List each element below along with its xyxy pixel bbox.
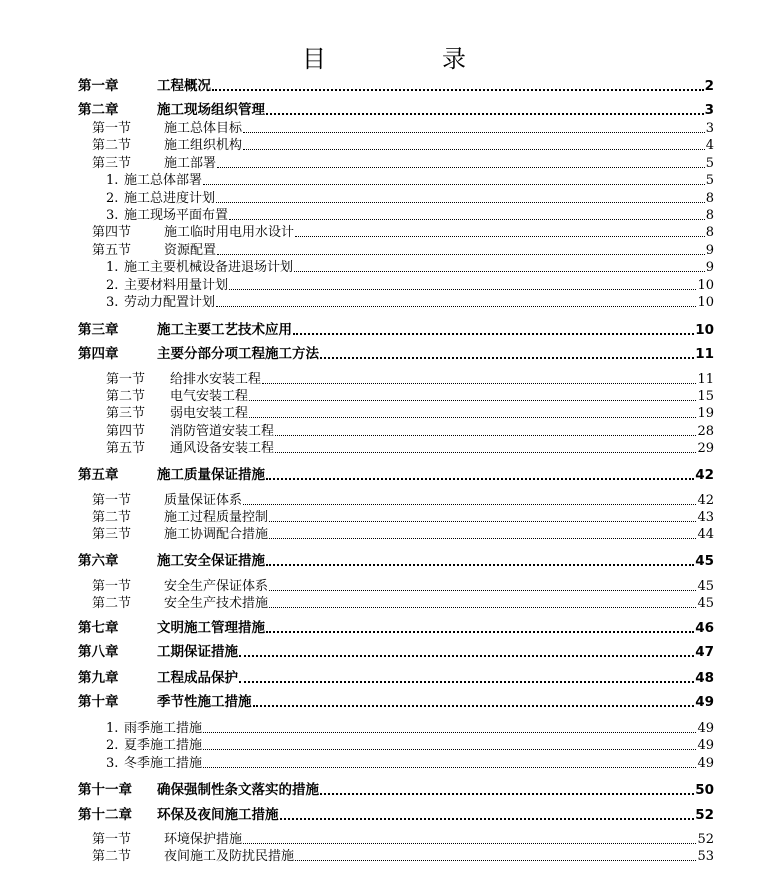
toc-entry-number: 3. bbox=[106, 208, 119, 223]
toc-leader-dots bbox=[275, 431, 696, 436]
toc-entry-page: 52 bbox=[697, 832, 714, 847]
toc-entry-page: 45 bbox=[697, 596, 714, 611]
toc-entry-name: 工程概况 bbox=[157, 78, 211, 94]
toc-entry-chapter[interactable] bbox=[78, 643, 714, 661]
toc-entry-section[interactable] bbox=[92, 849, 714, 865]
toc-entry-number: 第十章 bbox=[78, 694, 119, 710]
toc-entry-name: 消防管道安装工程 bbox=[170, 424, 275, 439]
toc-leader-dots bbox=[266, 560, 694, 566]
toc-entry-number: 2. bbox=[106, 191, 119, 206]
toc-entry-number: 第二节 bbox=[92, 138, 132, 153]
toc-leader-dots bbox=[243, 500, 696, 505]
toc-entry-number: 第二章 bbox=[78, 102, 119, 118]
toc-entry-section[interactable] bbox=[92, 156, 714, 172]
toc-entry-page: 52 bbox=[695, 807, 714, 823]
toc-entry-name: 劳动力配置计划 bbox=[124, 295, 216, 310]
toc-entry-page: 42 bbox=[697, 493, 714, 508]
toc-entry-number: 第二节 bbox=[92, 849, 132, 864]
toc-leader-dots bbox=[216, 198, 705, 203]
toc-entry-name: 主要材料用量计划 bbox=[124, 278, 229, 293]
toc-entry-name: 文明施工管理措施 bbox=[157, 620, 265, 636]
toc-entry-section[interactable] bbox=[92, 243, 714, 259]
toc-entry-item[interactable] bbox=[106, 191, 714, 207]
toc-entry-number: 2. bbox=[106, 278, 119, 293]
toc-entry-section2[interactable] bbox=[106, 424, 714, 440]
toc-leader-dots bbox=[216, 302, 696, 307]
toc-entry-section[interactable] bbox=[92, 596, 714, 612]
toc-entry-number: 第一节 bbox=[106, 372, 146, 387]
toc-entry-number: 3. bbox=[106, 756, 119, 771]
toc-entry-chapter[interactable] bbox=[78, 552, 714, 570]
toc-entry-name: 施工总进度计划 bbox=[124, 191, 216, 206]
toc-entry-name: 确保强制性条文落实的措施 bbox=[157, 782, 319, 798]
toc-entry-chapter[interactable] bbox=[78, 693, 714, 711]
toc-entry-page: 4 bbox=[705, 138, 714, 153]
toc-entry-section2[interactable] bbox=[106, 389, 714, 405]
toc-entry-page: 49 bbox=[697, 738, 714, 753]
toc-entry-number: 第四章 bbox=[78, 346, 119, 362]
toc-entry-chapter[interactable] bbox=[78, 77, 714, 95]
toc-entry-item[interactable] bbox=[106, 738, 714, 754]
toc-entry-page: 11 bbox=[697, 372, 714, 387]
toc-entry-name: 季节性施工措施 bbox=[157, 694, 252, 710]
toc-leader-dots bbox=[275, 448, 696, 453]
toc-entry-item[interactable] bbox=[106, 295, 714, 311]
toc-entry-number: 第五章 bbox=[78, 467, 119, 483]
toc-leader-dots bbox=[320, 789, 694, 795]
toc-entry-item[interactable] bbox=[106, 208, 714, 224]
toc-leader-dots bbox=[212, 85, 704, 91]
toc-entry-chapter[interactable] bbox=[78, 466, 714, 484]
toc-leader-dots bbox=[294, 267, 705, 272]
toc-entry-page: 10 bbox=[695, 322, 714, 338]
toc-leader-dots bbox=[266, 627, 694, 633]
toc-entry-name: 雨季施工措施 bbox=[124, 721, 203, 736]
toc-entry-name: 施工组织机构 bbox=[164, 138, 243, 153]
toc-entry-number: 第六章 bbox=[78, 553, 119, 569]
toc-entry-number: 第七章 bbox=[78, 620, 119, 636]
toc-entry-item[interactable] bbox=[106, 260, 714, 276]
toc-entry-name: 施工部署 bbox=[164, 156, 217, 171]
toc-entry-chapter[interactable] bbox=[78, 321, 714, 339]
toc-entry-page: 9 bbox=[705, 243, 714, 258]
toc-leader-dots bbox=[253, 701, 695, 707]
toc-entry-page: 49 bbox=[695, 694, 714, 710]
toc-entry-number: 第四节 bbox=[106, 424, 146, 439]
toc-entry-section[interactable] bbox=[92, 527, 714, 543]
toc-entry-section[interactable] bbox=[92, 138, 714, 154]
toc-entry-name: 施工协调配合措施 bbox=[164, 527, 269, 542]
toc-entry-name: 安全生产保证体系 bbox=[164, 579, 269, 594]
toc-entry-name: 工程成品保护 bbox=[157, 670, 238, 686]
toc-entry-page: 5 bbox=[705, 173, 714, 188]
toc-entry-section2[interactable] bbox=[106, 441, 714, 457]
toc-entry-name: 冬季施工措施 bbox=[124, 756, 203, 771]
toc-leader-dots bbox=[229, 285, 696, 290]
toc-entry-page: 15 bbox=[697, 389, 714, 404]
toc-entry-name: 主要分部分项工程施工方法 bbox=[157, 346, 319, 362]
toc-entry-chapter[interactable] bbox=[78, 806, 714, 824]
toc-entry-page: 45 bbox=[695, 553, 714, 569]
toc-leader-dots bbox=[269, 534, 696, 539]
toc-leader-dots bbox=[203, 728, 696, 733]
toc-entry-section[interactable] bbox=[92, 510, 714, 526]
toc-entry-page: 28 bbox=[697, 424, 714, 439]
toc-entry-name: 夏季施工措施 bbox=[124, 738, 203, 753]
toc-leader-dots bbox=[243, 839, 696, 844]
toc-entry-number: 第三章 bbox=[78, 322, 119, 338]
toc-entry-number: 1. bbox=[106, 721, 119, 736]
toc-entry-name: 给排水安装工程 bbox=[170, 372, 262, 387]
toc-entry-number: 1. bbox=[106, 260, 119, 275]
toc-entry-section2[interactable] bbox=[106, 372, 714, 388]
toc-entry-name: 通风设备安装工程 bbox=[170, 441, 275, 456]
toc-entry-page: 10 bbox=[697, 278, 714, 293]
toc-entry-name: 施工临时用电用水设计 bbox=[164, 225, 295, 240]
toc-entry-page: 50 bbox=[695, 782, 714, 798]
toc-entry-name: 电气安装工程 bbox=[170, 389, 249, 404]
toc-entry-name: 施工总体目标 bbox=[164, 121, 243, 136]
toc-leader-dots bbox=[320, 353, 694, 359]
toc-entry-section[interactable] bbox=[92, 225, 714, 241]
toc-entry-number: 第八章 bbox=[78, 644, 119, 660]
toc-entry-item[interactable] bbox=[106, 721, 714, 737]
toc-leader-dots bbox=[266, 109, 704, 115]
toc-entry-page: 45 bbox=[697, 579, 714, 594]
toc-entry-page: 44 bbox=[697, 527, 714, 542]
toc-leader-dots bbox=[293, 329, 694, 335]
toc-entry-section[interactable] bbox=[92, 832, 714, 848]
toc-leader-dots bbox=[243, 145, 705, 150]
toc-entry-number: 第五节 bbox=[106, 441, 146, 456]
toc-leader-dots bbox=[295, 856, 696, 861]
toc-leader-dots bbox=[249, 396, 696, 401]
toc-entry-page: 2 bbox=[704, 78, 714, 94]
toc-entry-name: 资源配置 bbox=[164, 243, 217, 258]
toc-entry-number: 第五节 bbox=[92, 243, 132, 258]
toc-entry-name: 施工现场平面布置 bbox=[124, 208, 229, 223]
toc-entry-item[interactable] bbox=[106, 173, 714, 189]
toc-entry-number: 第一节 bbox=[92, 832, 132, 847]
toc-entry-page: 43 bbox=[697, 510, 714, 525]
toc-entry-chapter[interactable] bbox=[78, 669, 714, 687]
toc-entry-page: 11 bbox=[695, 346, 714, 362]
toc-leader-dots bbox=[262, 379, 696, 384]
toc-entry-page: 29 bbox=[697, 441, 714, 456]
toc-entry-page: 9 bbox=[705, 260, 714, 275]
toc-entry-number: 3. bbox=[106, 295, 119, 310]
toc-entry-section[interactable] bbox=[92, 579, 714, 595]
toc-entry-chapter[interactable] bbox=[78, 101, 714, 119]
toc-entry-name: 施工过程质量控制 bbox=[164, 510, 269, 525]
toc-entry-number: 第二节 bbox=[92, 596, 132, 611]
toc-leader-dots bbox=[295, 232, 705, 237]
toc-leader-dots bbox=[249, 413, 696, 418]
toc-entry-page: 3 bbox=[705, 121, 714, 136]
toc-entry-name: 施工主要机械设备进退场计划 bbox=[124, 260, 294, 275]
toc-entry-name: 安全生产技术措施 bbox=[164, 596, 269, 611]
toc-entry-number: 2. bbox=[106, 738, 119, 753]
toc-entry-section[interactable] bbox=[92, 493, 714, 509]
toc-entry-name: 质量保证体系 bbox=[164, 493, 243, 508]
toc-entry-name: 施工质量保证措施 bbox=[157, 467, 265, 483]
toc-entry-page: 42 bbox=[695, 467, 714, 483]
toc-entry-number: 第十一章 bbox=[78, 782, 132, 798]
toc-entry-page: 53 bbox=[697, 849, 714, 864]
toc-entry-item[interactable] bbox=[106, 278, 714, 294]
toc-leader-dots bbox=[203, 763, 696, 768]
toc-entry-number: 1. bbox=[106, 173, 119, 188]
toc-entry-number: 第一章 bbox=[78, 78, 119, 94]
toc-entry-number: 第一节 bbox=[92, 493, 132, 508]
toc-entry-number: 第三节 bbox=[92, 156, 132, 171]
toc-entry-section[interactable] bbox=[92, 121, 714, 137]
toc-entry-number: 第三节 bbox=[106, 406, 146, 421]
toc-entry-chapter[interactable] bbox=[78, 619, 714, 637]
toc-entry-number: 第一节 bbox=[92, 579, 132, 594]
toc-entry-number: 第十二章 bbox=[78, 807, 132, 823]
toc-entry-page: 8 bbox=[705, 191, 714, 206]
toc-entry-name: 环境保护措施 bbox=[164, 832, 243, 847]
toc-leader-dots bbox=[280, 814, 695, 820]
toc-leader-dots bbox=[239, 651, 694, 657]
toc-leader-dots bbox=[229, 215, 705, 220]
toc-leader-dots bbox=[239, 677, 694, 683]
toc-entry-page: 46 bbox=[695, 620, 714, 636]
toc-entry-page: 3 bbox=[704, 102, 714, 118]
toc-entry-name: 夜间施工及防扰民措施 bbox=[164, 849, 295, 864]
toc-leader-dots bbox=[217, 163, 705, 168]
toc-entry-name: 施工总体部署 bbox=[124, 173, 203, 188]
toc-entry-section2[interactable] bbox=[106, 406, 714, 422]
toc-entry-page: 48 bbox=[695, 670, 714, 686]
toc-entry-page: 49 bbox=[697, 721, 714, 736]
toc-entry-page: 49 bbox=[697, 756, 714, 771]
toc-leader-dots bbox=[243, 128, 705, 133]
toc-entry-number: 第四节 bbox=[92, 225, 132, 240]
toc-entry-page: 19 bbox=[697, 406, 714, 421]
toc-entry-page: 10 bbox=[697, 295, 714, 310]
toc-entry-page: 8 bbox=[705, 225, 714, 240]
toc-entry-chapter[interactable] bbox=[78, 345, 714, 363]
toc-entry-page: 5 bbox=[705, 156, 714, 171]
toc-entry-name: 环保及夜间施工措施 bbox=[157, 807, 279, 823]
toc-leader-dots bbox=[203, 180, 705, 185]
toc-title: 目 录 bbox=[302, 45, 512, 73]
toc-entry-number: 第三节 bbox=[92, 527, 132, 542]
toc-entry-page: 47 bbox=[695, 644, 714, 660]
toc-entry-chapter[interactable] bbox=[78, 781, 714, 799]
toc-entry-name: 施工安全保证措施 bbox=[157, 553, 265, 569]
toc-entry-item[interactable] bbox=[106, 756, 714, 772]
toc-entry-number: 第九章 bbox=[78, 670, 119, 686]
toc-entry-name: 施工主要工艺技术应用 bbox=[157, 322, 292, 338]
toc-leader-dots bbox=[266, 474, 694, 480]
toc-leader-dots bbox=[269, 517, 696, 522]
toc-entry-name: 弱电安装工程 bbox=[170, 406, 249, 421]
toc-leader-dots bbox=[269, 586, 696, 591]
toc-entry-number: 第一节 bbox=[92, 121, 132, 136]
toc-leader-dots bbox=[217, 250, 705, 255]
toc-entry-name: 施工现场组织管理 bbox=[157, 102, 265, 118]
toc-entry-name: 工期保证措施 bbox=[157, 644, 238, 660]
toc-entry-number: 第二节 bbox=[106, 389, 146, 404]
toc-leader-dots bbox=[203, 745, 696, 750]
toc-leader-dots bbox=[269, 603, 696, 608]
toc-entry-page: 8 bbox=[705, 208, 714, 223]
toc-entry-number: 第二节 bbox=[92, 510, 132, 525]
